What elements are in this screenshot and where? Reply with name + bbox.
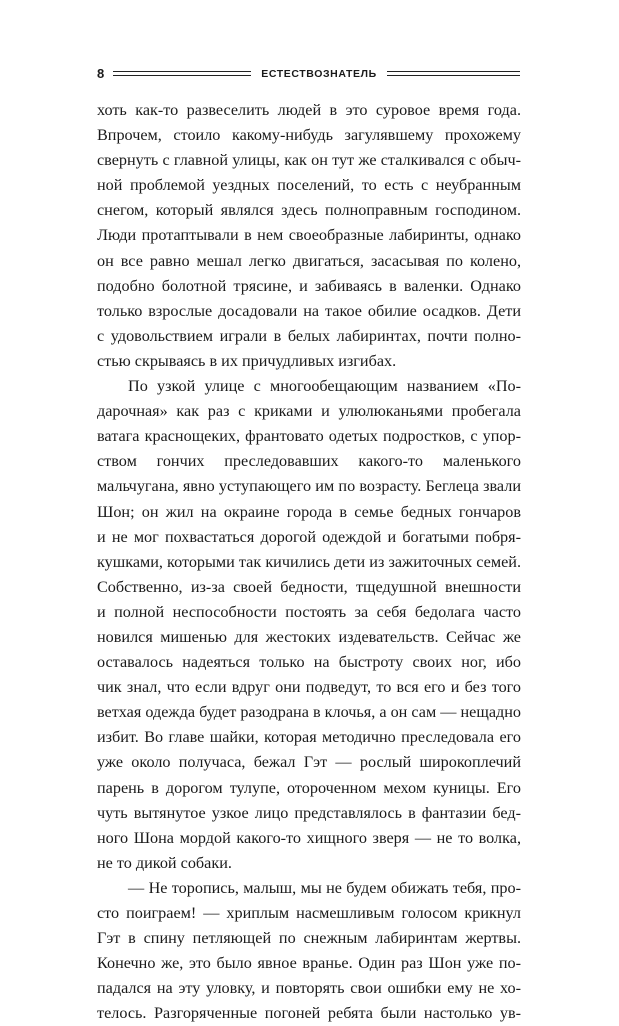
text-line: избит. Во главе шайки, которая методично преследовала его xyxy=(97,728,521,747)
text-line: новился мишенью для жестоких издевательств. Сейчас же xyxy=(97,627,521,646)
text-line: и полной неспособности постоять за себя бедолага часто xyxy=(97,602,521,621)
text-line: сто поиграем! — хриплым насмешливым голосом крикнул xyxy=(97,904,521,922)
text-line: мальчугана, явно уступающего им по возрасту. Беглеца звали xyxy=(97,477,521,496)
text-line: Впрочем, стоило какому-нибудь загулявшему прохожему xyxy=(97,126,521,145)
header-rule-right xyxy=(387,71,520,76)
text-line: ством гончих преследовавших какого-то маленького xyxy=(97,452,521,471)
text-line: телось. Разгоряченные погоней ребята были настолько ув- xyxy=(97,1004,521,1023)
text-line: подобно болотной трясине, и забиваясь в валенки. Однако xyxy=(97,276,521,295)
page-header xyxy=(97,63,520,85)
text-line: чик знал, что если вдруг они подведут, то вся его и без того xyxy=(97,678,521,697)
text-line: кушками, которыми так кичились дети из зажиточных семей. xyxy=(97,552,521,571)
text-line: хоть как-то развеселить людей в это суровое время года. xyxy=(97,101,521,119)
text-line: и не мог похвастаться дорогой одеждой и богатыми побря- xyxy=(97,527,521,546)
text-line: ной проблемой уездных поселений, то есть с неубранным xyxy=(97,176,521,195)
text-line: не то дикой собаки. xyxy=(97,853,232,872)
text-line: парень в дорогом тулупе, отороченном мехом куницы. Его xyxy=(97,778,521,797)
page-number: 8 xyxy=(97,66,105,81)
text-line: По узкой улице с многообещающим названием «По- xyxy=(128,377,521,396)
text-line: с удовольствием играли в белых лабиринтах, почти полно- xyxy=(97,326,521,345)
text-line: дарочная» как раз с криками и улюлюканьями пробегала xyxy=(97,402,521,421)
header-rule-left xyxy=(113,71,251,76)
text-line: снегом, который являлся здесь полноправным господином. xyxy=(97,201,521,220)
text-line: ветхая одежда будет разодрана в клочья, а он сам — нещадно xyxy=(97,703,521,722)
running-title: ЕСТЕСТВОЗНАТЕЛЬ xyxy=(261,68,377,80)
text-line: Собственно, из-за своей бедности, тщедушной внешности xyxy=(97,577,521,596)
text-line: стью скрываясь в их причудливых изгибах. xyxy=(97,351,397,370)
text-line: ватага краснощеких, франтовато одетых подростков, с упор- xyxy=(97,427,521,446)
text-line: свернуть с главной улицы, как он тут же сталкивался с обыч- xyxy=(97,151,521,170)
text-line: — Не торопись, малыш, мы не будем обижать тебя, про- xyxy=(128,878,521,897)
text-line: падался на эту уловку, и повторять свои ошибки ему не хо- xyxy=(97,979,521,998)
text-line: Конечно же, это было явное вранье. Один раз Шон уже по- xyxy=(97,954,521,973)
text-line: ного Шона мордой какого-то хищного зверя — не то волка, xyxy=(97,828,521,847)
text-line: уже около получаса, бежал Гэт — рослый широкоплечий xyxy=(97,753,521,772)
text-line: оставалось надеяться только на быстроту своих ног, ибо xyxy=(97,653,521,672)
text-line: Гэт в спину петляющей по снежным лабиринтам жертвы. xyxy=(97,929,521,948)
text-line: Люди протаптывали в нем своеобразные лабиринты, однако xyxy=(97,226,521,245)
text-line: он все равно мешал легко двигаться, засасывая по колено, xyxy=(97,251,521,270)
body-text xyxy=(97,98,521,1026)
text-line: Шон; он жил на окраине города в семье бедных гончаров xyxy=(97,502,521,521)
text-line: чуть вытянутое узкое лицо представлялось в фантазии бед- xyxy=(97,803,521,822)
text-line: только взрослые досадовали на такое обилие осадков. Дети xyxy=(97,301,521,320)
